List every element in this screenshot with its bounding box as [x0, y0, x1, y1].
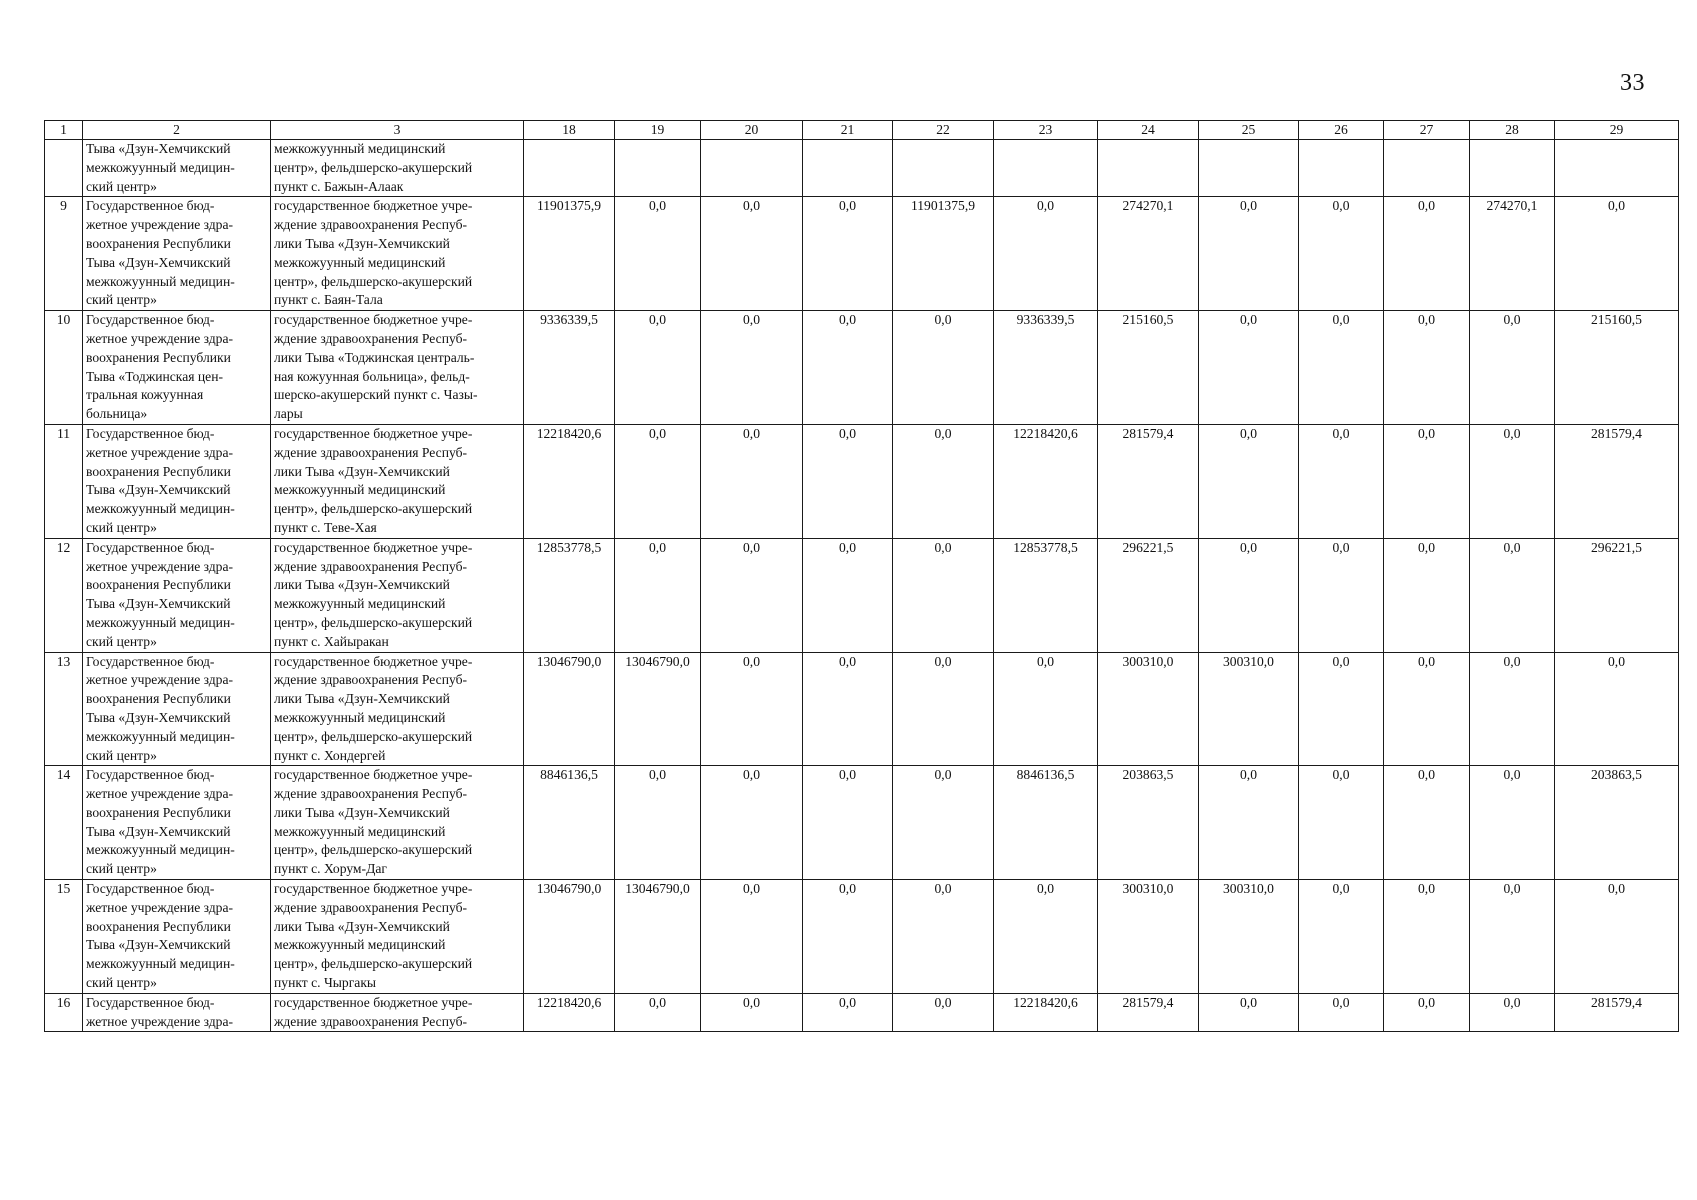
value-cell — [1470, 140, 1555, 197]
text-line: Тыва «Дзун-Хемчикский — [86, 482, 231, 498]
value-cell: 0,0 — [1384, 311, 1470, 425]
text-line: больница» — [86, 406, 148, 422]
value-cell: 9336339,5 — [524, 311, 615, 425]
institution-point-cell — [271, 993, 524, 1032]
value-cell: 0,0 — [701, 424, 803, 538]
text-line: лики Тыва «Дзун-Хемчикский — [274, 235, 450, 251]
text-line: лары — [274, 406, 303, 422]
value-cell: 0,0 — [1199, 993, 1299, 1032]
value-cell: 12218420,6 — [994, 993, 1098, 1032]
institution-name-cell — [83, 652, 271, 766]
text-line: центр», фельдшерско-акушерский — [274, 842, 473, 858]
row-number: 13 — [45, 652, 83, 766]
value-cell: 0,0 — [1199, 197, 1299, 311]
institution-point-cell — [271, 197, 524, 311]
value-cell: 0,0 — [1470, 993, 1555, 1032]
text-line: лики Тыва «Дзун-Хемчикский — [274, 691, 450, 707]
row-number: 16 — [45, 993, 83, 1032]
value-cell: 0,0 — [1555, 652, 1679, 766]
text-line: ждение здравоохранения Респуб- — [274, 672, 468, 688]
value-cell: 12853778,5 — [524, 538, 615, 652]
table-row — [45, 993, 1679, 1032]
budget-table — [44, 120, 1679, 1032]
value-cell: 0,0 — [615, 538, 701, 652]
value-cell — [701, 140, 803, 197]
institution-point-cell — [271, 424, 524, 538]
value-cell: 0,0 — [803, 766, 893, 880]
value-cell: 0,0 — [701, 311, 803, 425]
text-line: межкожуунный медицинский — [274, 141, 446, 156]
value-cell — [1199, 140, 1299, 197]
value-cell: 281579,4 — [1555, 424, 1679, 538]
value-cell: 0,0 — [615, 424, 701, 538]
text-line: жетное учреждение здра- — [86, 330, 234, 346]
column-header: 21 — [803, 121, 893, 140]
institution-name-cell — [83, 311, 271, 425]
value-cell: 0,0 — [701, 197, 803, 311]
value-cell: 0,0 — [701, 766, 803, 880]
value-cell: 0,0 — [1384, 993, 1470, 1032]
column-header: 19 — [615, 121, 701, 140]
row-number: 12 — [45, 538, 83, 652]
value-cell: 0,0 — [994, 880, 1098, 994]
institution-name-cell — [83, 197, 271, 311]
value-cell: 12218420,6 — [994, 424, 1098, 538]
value-cell: 203863,5 — [1555, 766, 1679, 880]
text-line: воохранения Республики — [86, 577, 231, 593]
text-line: ский центр» — [86, 975, 157, 991]
row-number: 15 — [45, 880, 83, 994]
value-cell: 0,0 — [615, 197, 701, 311]
value-cell: 300310,0 — [1098, 880, 1199, 994]
value-cell: 11901375,9 — [893, 197, 994, 311]
table-row — [45, 197, 1679, 311]
column-header: 29 — [1555, 121, 1679, 140]
value-cell: 0,0 — [1470, 538, 1555, 652]
text-line: государственное бюджетное учре- — [274, 198, 473, 214]
value-cell — [1098, 140, 1199, 197]
value-cell: 0,0 — [1384, 652, 1470, 766]
text-line: пункт с. Теве-Хая — [274, 519, 377, 535]
text-line: межкожуунный медицинский — [274, 823, 446, 839]
text-line: шерско-акушерский пункт с. Чазы- — [274, 387, 478, 403]
column-header: 1 — [45, 121, 83, 140]
text-line: воохранения Республики — [86, 691, 231, 707]
value-cell: 0,0 — [1470, 652, 1555, 766]
column-header: 26 — [1299, 121, 1384, 140]
text-line: государственное бюджетное учре- — [274, 425, 473, 441]
value-cell: 0,0 — [1299, 197, 1384, 311]
value-cell: 274270,1 — [1470, 197, 1555, 311]
text-line: ский центр» — [86, 747, 157, 763]
text-line: Государственное бюд- — [86, 425, 215, 441]
text-line: ский центр» — [86, 519, 157, 535]
text-line: воохранения Республики — [86, 463, 231, 479]
text-line: Тыва «Дзун-Хемчикский — [86, 937, 231, 953]
value-cell: 0,0 — [1299, 652, 1384, 766]
text-line: пункт с. Хондергей — [274, 747, 386, 763]
table-row — [45, 652, 1679, 766]
value-cell: 296221,5 — [1098, 538, 1199, 652]
header-row — [45, 121, 1679, 140]
value-cell: 0,0 — [1384, 766, 1470, 880]
institution-point-cell — [271, 140, 524, 197]
value-cell: 0,0 — [893, 311, 994, 425]
value-cell: 0,0 — [701, 538, 803, 652]
text-line: лики Тыва «Дзун-Хемчикский — [274, 577, 450, 593]
text-line: межкожуунный медицин- — [86, 614, 235, 630]
value-cell: 0,0 — [1384, 197, 1470, 311]
text-line: жетное учреждение здра- — [86, 558, 234, 574]
value-cell: 0,0 — [1299, 766, 1384, 880]
column-header: 20 — [701, 121, 803, 140]
text-line: жетное учреждение здра- — [86, 444, 234, 460]
value-cell: 0,0 — [1384, 880, 1470, 994]
text-line: Тыва «Дзун-Хемчикский — [86, 254, 231, 270]
text-line: пункт с. Баян-Тала — [274, 292, 383, 308]
value-cell — [994, 140, 1098, 197]
text-line: пункт с. Бажын-Алаак — [274, 178, 404, 194]
table-row — [45, 880, 1679, 994]
text-line: Государственное бюд- — [86, 994, 215, 1010]
table-row — [45, 766, 1679, 880]
value-cell: 300310,0 — [1199, 880, 1299, 994]
row-number: 11 — [45, 424, 83, 538]
value-cell: 0,0 — [1384, 538, 1470, 652]
column-header: 18 — [524, 121, 615, 140]
value-cell: 0,0 — [893, 424, 994, 538]
value-cell: 281579,4 — [1098, 993, 1199, 1032]
text-line: лики Тыва «Тоджинская централь- — [274, 349, 475, 365]
institution-point-cell — [271, 766, 524, 880]
text-line: ский центр» — [86, 633, 157, 649]
text-line: тральная кожуунная — [86, 387, 204, 403]
text-line: межкожуунный медицинский — [274, 482, 446, 498]
value-cell: 0,0 — [994, 652, 1098, 766]
text-line: Тыва «Дзун-Хемчикский — [86, 709, 231, 725]
text-line: центр», фельдшерско-акушерский — [274, 501, 473, 517]
text-line: ждение здравоохранения Респуб- — [274, 444, 468, 460]
institution-name-cell — [83, 538, 271, 652]
value-cell: 0,0 — [615, 766, 701, 880]
text-line: лики Тыва «Дзун-Хемчикский — [274, 804, 450, 820]
text-line: государственное бюджетное учре- — [274, 653, 473, 669]
value-cell: 0,0 — [893, 993, 994, 1032]
text-line: воохранения Республики — [86, 918, 231, 934]
text-line: государственное бюджетное учре- — [274, 994, 473, 1010]
value-cell — [1555, 140, 1679, 197]
value-cell: 0,0 — [893, 766, 994, 880]
value-cell: 0,0 — [994, 197, 1098, 311]
value-cell: 8846136,5 — [524, 766, 615, 880]
text-line: межкожуунный медицинский — [274, 709, 446, 725]
value-cell: 0,0 — [893, 652, 994, 766]
text-line: ждение здравоохранения Респуб- — [274, 330, 468, 346]
column-header: 22 — [893, 121, 994, 140]
text-line: ский центр» — [86, 861, 157, 877]
text-line: межкожуунный медицинский — [274, 937, 446, 953]
text-line: ский центр» — [86, 292, 157, 308]
value-cell: 0,0 — [1470, 424, 1555, 538]
value-cell: 281579,4 — [1098, 424, 1199, 538]
text-line: ждение здравоохранения Респуб- — [274, 558, 468, 574]
text-line: ждение здравоохранения Респуб- — [274, 1013, 468, 1029]
value-cell: 0,0 — [803, 311, 893, 425]
value-cell — [893, 140, 994, 197]
text-line: Государственное бюд- — [86, 539, 215, 555]
text-line: жетное учреждение здра- — [86, 672, 234, 688]
text-line: межкожуунный медицинский — [274, 254, 446, 270]
column-header: 2 — [83, 121, 271, 140]
row-number — [45, 140, 83, 197]
text-line: межкожуунный медицин- — [86, 273, 235, 289]
value-cell: 296221,5 — [1555, 538, 1679, 652]
value-cell — [524, 140, 615, 197]
text-line: центр», фельдшерско-акушерский — [274, 159, 473, 175]
value-cell: 0,0 — [1199, 766, 1299, 880]
value-cell: 13046790,0 — [524, 880, 615, 994]
text-line: межкожуунный медицин- — [86, 842, 235, 858]
value-cell: 0,0 — [615, 311, 701, 425]
value-cell: 13046790,0 — [524, 652, 615, 766]
text-line: жетное учреждение здра- — [86, 899, 234, 915]
table-body — [45, 140, 1679, 1032]
value-cell: 0,0 — [803, 424, 893, 538]
value-cell: 12218420,6 — [524, 424, 615, 538]
value-cell — [1299, 140, 1384, 197]
value-cell — [615, 140, 701, 197]
column-header: 3 — [271, 121, 524, 140]
table-header — [45, 121, 1679, 140]
value-cell: 0,0 — [1199, 424, 1299, 538]
value-cell: 12218420,6 — [524, 993, 615, 1032]
text-line: лики Тыва «Дзун-Хемчикский — [274, 463, 450, 479]
value-cell: 0,0 — [1470, 311, 1555, 425]
text-line: пункт с. Хорум-Даг — [274, 861, 387, 877]
text-line: межкожуунный медицинский — [274, 596, 446, 612]
institution-point-cell — [271, 538, 524, 652]
value-cell: 13046790,0 — [615, 880, 701, 994]
column-header: 23 — [994, 121, 1098, 140]
institution-name-cell — [83, 993, 271, 1032]
value-cell — [803, 140, 893, 197]
value-cell: 0,0 — [1299, 538, 1384, 652]
text-line: центр», фельдшерско-акушерский — [274, 614, 473, 630]
institution-name-cell — [83, 140, 271, 197]
text-line: Тыва «Дзун-Хемчикский — [86, 823, 231, 839]
text-line: ждение здравоохранения Респуб- — [274, 899, 468, 915]
table-row — [45, 140, 1679, 197]
text-line: воохранения Республики — [86, 804, 231, 820]
text-line: межкожуунный медицин- — [86, 728, 235, 744]
text-line: межкожуунный медицин- — [86, 956, 235, 972]
value-cell: 0,0 — [1470, 766, 1555, 880]
value-cell: 0,0 — [1199, 311, 1299, 425]
text-line: воохранения Республики — [86, 349, 231, 365]
value-cell: 0,0 — [803, 197, 893, 311]
value-cell: 12853778,5 — [994, 538, 1098, 652]
value-cell: 8846136,5 — [994, 766, 1098, 880]
text-line: Государственное бюд- — [86, 198, 215, 214]
text-line: Государственное бюд- — [86, 653, 215, 669]
text-line: Тыва «Тоджинская цен- — [86, 368, 223, 384]
text-line: государственное бюджетное учре- — [274, 767, 473, 783]
institution-name-cell — [83, 424, 271, 538]
text-line: ная кожуунная больница», фельд- — [274, 368, 470, 384]
value-cell: 0,0 — [701, 652, 803, 766]
row-number: 10 — [45, 311, 83, 425]
value-cell: 9336339,5 — [994, 311, 1098, 425]
text-line: ский центр» — [86, 178, 157, 194]
text-line: центр», фельдшерско-акушерский — [274, 273, 473, 289]
value-cell: 0,0 — [1470, 880, 1555, 994]
column-header: 24 — [1098, 121, 1199, 140]
text-line: Государственное бюд- — [86, 767, 215, 783]
text-line: государственное бюджетное учре- — [274, 881, 473, 897]
text-line: ждение здравоохранения Респуб- — [274, 786, 468, 802]
column-header: 25 — [1199, 121, 1299, 140]
value-cell: 0,0 — [1299, 880, 1384, 994]
text-line: межкожуунный медицин- — [86, 501, 235, 517]
value-cell: 300310,0 — [1199, 652, 1299, 766]
text-line: жетное учреждение здра- — [86, 1013, 234, 1029]
institution-point-cell — [271, 652, 524, 766]
value-cell: 0,0 — [1555, 880, 1679, 994]
text-line: центр», фельдшерско-акушерский — [274, 728, 473, 744]
value-cell: 0,0 — [701, 993, 803, 1032]
value-cell: 0,0 — [803, 652, 893, 766]
text-line: пункт с. Хайыракан — [274, 633, 389, 649]
value-cell: 0,0 — [803, 538, 893, 652]
text-line: государственное бюджетное учре- — [274, 312, 473, 328]
value-cell — [1384, 140, 1470, 197]
table-row — [45, 424, 1679, 538]
value-cell: 0,0 — [615, 993, 701, 1032]
institution-point-cell — [271, 311, 524, 425]
value-cell: 0,0 — [1299, 424, 1384, 538]
value-cell: 0,0 — [1199, 538, 1299, 652]
text-line: межкожуунный медицин- — [86, 159, 235, 175]
value-cell: 215160,5 — [1098, 311, 1199, 425]
text-line: жетное учреждение здра- — [86, 217, 234, 233]
row-number: 9 — [45, 197, 83, 311]
value-cell: 0,0 — [1299, 311, 1384, 425]
page-number: 33 — [1620, 70, 1645, 96]
text-line: государственное бюджетное учре- — [274, 539, 473, 555]
row-number: 14 — [45, 766, 83, 880]
value-cell: 300310,0 — [1098, 652, 1199, 766]
text-line: Государственное бюд- — [86, 881, 215, 897]
value-cell: 0,0 — [1384, 424, 1470, 538]
text-line: воохранения Республики — [86, 235, 231, 251]
value-cell: 281579,4 — [1555, 993, 1679, 1032]
institution-name-cell — [83, 880, 271, 994]
text-line: лики Тыва «Дзун-Хемчикский — [274, 918, 450, 934]
value-cell: 203863,5 — [1098, 766, 1199, 880]
institution-name-cell — [83, 766, 271, 880]
text-line: ждение здравоохранения Респуб- — [274, 217, 468, 233]
text-line: центр», фельдшерско-акушерский — [274, 956, 473, 972]
text-line: жетное учреждение здра- — [86, 786, 234, 802]
text-line: Тыва «Дзун-Хемчикский — [86, 596, 231, 612]
value-cell: 0,0 — [701, 880, 803, 994]
text-line: пункт с. Чыргакы — [274, 975, 377, 991]
table-row — [45, 311, 1679, 425]
value-cell: 0,0 — [893, 538, 994, 652]
value-cell: 215160,5 — [1555, 311, 1679, 425]
column-header: 27 — [1384, 121, 1470, 140]
value-cell: 0,0 — [803, 880, 893, 994]
column-header: 28 — [1470, 121, 1555, 140]
value-cell: 13046790,0 — [615, 652, 701, 766]
value-cell: 0,0 — [893, 880, 994, 994]
value-cell: 0,0 — [1299, 993, 1384, 1032]
value-cell: 0,0 — [803, 993, 893, 1032]
value-cell: 274270,1 — [1098, 197, 1199, 311]
text-line: Государственное бюд- — [86, 312, 215, 328]
value-cell: 11901375,9 — [524, 197, 615, 311]
value-cell: 0,0 — [1555, 197, 1679, 311]
table-row — [45, 538, 1679, 652]
text-line: Тыва «Дзун-Хемчикский — [86, 141, 231, 156]
institution-point-cell — [271, 880, 524, 994]
